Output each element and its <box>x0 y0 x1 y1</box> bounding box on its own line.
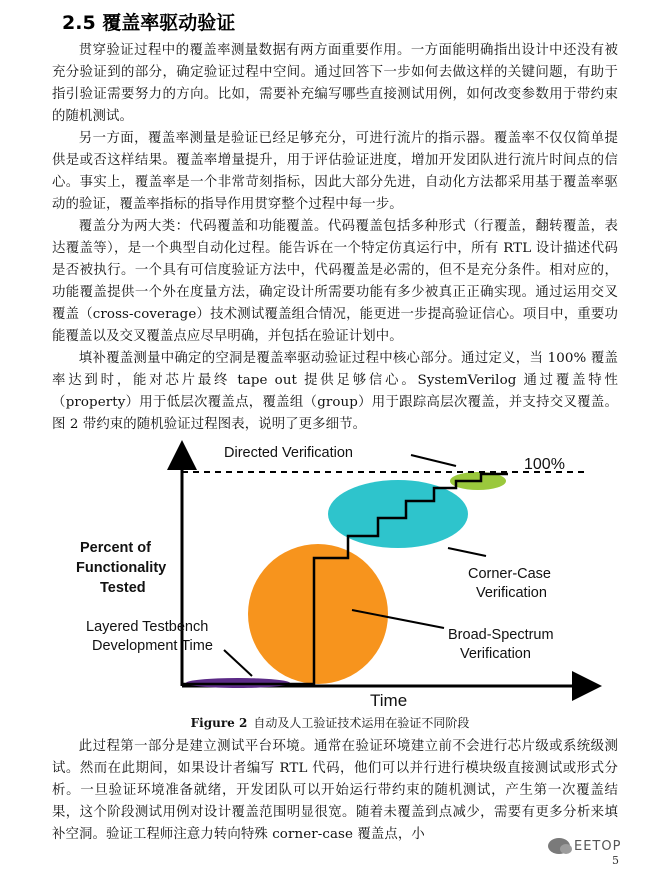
label-y-axis-1: Percent of <box>80 540 151 556</box>
page-number: 5 <box>612 854 619 867</box>
label-y-axis-3: Tested <box>100 580 146 596</box>
paragraph-1: 贯穿验证过程中的覆盖率测量数据有两方面重要作用。一方面能明确指出设计中还没有被充分验证到的部分，确定验证过程中空间。通过回答下一步如何去做这样的关键问题，有助于指引验证需要努力的方向。比如，需要补充编写哪些直接测试用例，如何改变参数用于带约束的随机测试。 <box>52 43 618 124</box>
section-heading: 2.5 覆盖率驱动验证 <box>62 12 236 34</box>
label-corner-1: Corner-Case <box>468 566 551 582</box>
paragraph-3: 覆盖分为两大类：代码覆盖和功能覆盖。代码覆盖包括多种形式（行覆盖，翻转覆盖，表达覆盖等），是一个典型自动化过程。能告诉在一个特定仿真运行中，所有 RTL 设计描述代码是否被执行。一个具有可信度验证方法中，代码覆盖是必需的，但不是充分条件。相对应的，功能覆盖提供一个外在度量方法，确定设计所需要功能有多少被真正正确实现。通过运用交叉覆盖（cross-coverage）技术测试覆盖组合情况，能更进一步提高验证信心。项目中，重要功能覆盖以及交叉覆盖点应尽早明确，并包括在验证计划中。 <box>52 219 618 344</box>
paragraph-4: 填补覆盖测量中确定的空洞是覆盖率驱动验证过程中核心部分。通过定义，当 100% 覆盖率达到时，能对芯片最终 tape out 提供足够信心。SystemVerilog 通过覆盖特性（property）用于低层次覆盖点，覆盖组（group）用于跟踪高层次覆盖，并支持交叉覆盖。图 2 带约束的随机验证过程图表，说明了更多细节。 <box>52 351 618 432</box>
paragraph-5: 此过程第一部分是建立测试平台环境。通常在验证环境建立前不会进行芯片级或系统级测试。然而在此期间，如果设计者编写 RTL 代码，他们可以并行进行模块级直接测试或形式分析。一旦验证环境准备就绪，开发团队可以开始运行带约束的随机测试，产生第一次覆盖结果，这个阶段测试用例对设计覆盖范围明显很宽。随着未覆盖到点减少，需要有更多分析来填补空洞。验证工程师注意力转向特殊 corner-case 覆盖点，小 <box>52 739 618 842</box>
label-directed: Directed Verification <box>224 445 353 461</box>
broad-spectrum-circle <box>248 544 388 684</box>
figure-2-diagram <box>56 438 616 708</box>
paragraph-2: 另一方面，覆盖率测量是验证已经足够充分，可进行流片的指示器。覆盖率不仅仅简单提供是或否这样结果。覆盖率增量提升，用于评估验证进度，增加开发团队进行流片时间点的信心。事实上，覆盖率是一个非常苛刻指标，因此大部分先进，自动化方法都采用基于覆盖率驱动的验证，覆盖率指标的指导作用贯穿整个过程中每一步。 <box>52 131 618 212</box>
layered-pointer <box>224 650 252 676</box>
label-broad-2: Verification <box>460 646 531 662</box>
label-100-percent: 100% <box>524 456 565 473</box>
label-corner-2: Verification <box>476 585 547 601</box>
wechat-logo-icon <box>548 838 570 854</box>
label-broad-1: Broad-Spectrum <box>448 627 554 643</box>
label-layered-1: Layered Testbench <box>86 619 209 635</box>
label-time: Time <box>370 691 408 708</box>
figure-caption <box>0 714 660 731</box>
caption-label: Figure 2 <box>190 716 248 730</box>
verification-diagram <box>56 438 616 708</box>
caption-text: 自动及人工验证技术运用在验证不同阶段 <box>253 716 470 730</box>
watermark-text: EETOP <box>574 838 622 854</box>
corner-pointer <box>448 548 486 556</box>
label-layered-2: Development Time <box>92 638 213 654</box>
directed-pointer <box>411 455 456 466</box>
watermark <box>548 838 621 854</box>
label-y-axis-2: Functionality <box>76 560 167 576</box>
